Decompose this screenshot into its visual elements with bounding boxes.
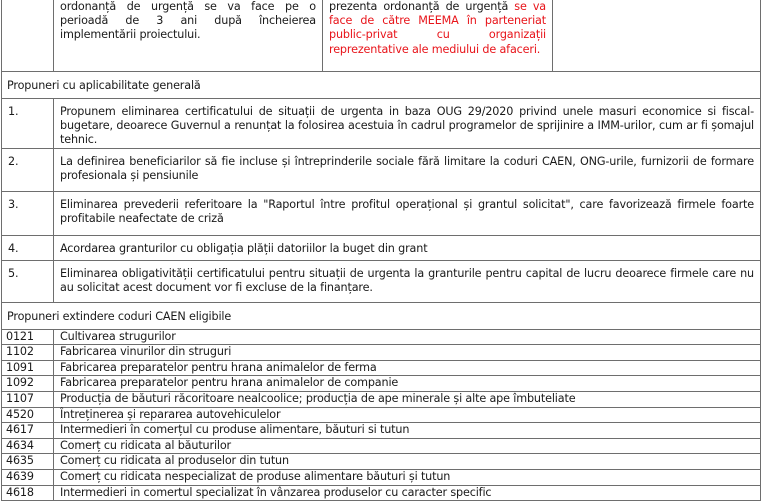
caen-name: Fabricarea preparatelor pentru hrana animalelor de companie <box>54 376 761 392</box>
proposals-table <box>1 0 761 501</box>
caen-row <box>2 345 761 361</box>
table-cell-empty <box>2 0 54 72</box>
caen-name: Comerț cu ridicata al produselor din tutun <box>54 454 761 470</box>
table-cell-text-highlighted <box>323 0 553 72</box>
section-title: Propuneri extindere coduri CAEN eligibile <box>2 302 761 329</box>
caen-code: 0121 <box>2 329 54 345</box>
caen-code: 1107 <box>2 391 54 407</box>
proposal-number: 3. <box>2 191 54 235</box>
proposal-row <box>2 235 761 260</box>
cell-text-normal: prezenta ordonanță de urgență <box>329 0 515 13</box>
caen-code: 1102 <box>2 345 54 361</box>
section-title: Propuneri cu aplicabilitate generală <box>2 72 761 99</box>
proposal-text: Acordarea granturilor cu obligația plății datoriilor la buget din grant <box>54 235 761 260</box>
caen-code: 4520 <box>2 407 54 423</box>
caen-row <box>2 391 761 407</box>
cell-text-red-highlight: se va face de către MEEMA în parteneriat public-privat cu organizații reprezentative ale mediului de afaceri. <box>329 0 546 56</box>
caen-row <box>2 423 761 439</box>
caen-row <box>2 376 761 392</box>
caen-name: Fabricarea preparatelor pentru hrana animalelor de ferma <box>54 360 761 376</box>
proposal-row <box>2 191 761 235</box>
caen-row <box>2 329 761 345</box>
caen-code: 4618 <box>2 485 54 501</box>
table-cell-empty <box>553 0 761 72</box>
caen-row <box>2 438 761 454</box>
caen-name: Intermedieri în comerțul cu produse alimentare, băuturi si tutun <box>54 423 761 439</box>
proposal-number: 1. <box>2 99 54 149</box>
proposal-number: 4. <box>2 235 54 260</box>
caen-name: Producția de băuturi răcoritoare nealcoolice; producția de ape minerale și alte ape îmbuteliate <box>54 391 761 407</box>
caen-code: 4635 <box>2 454 54 470</box>
proposal-row <box>2 148 761 191</box>
caen-code: 4639 <box>2 469 54 485</box>
caen-name: Comerț cu ridicata al băuturilor <box>54 438 761 454</box>
proposal-row <box>2 260 761 302</box>
table-cell-text: ordonanță de urgență se va face pe o perioadă de 3 ani după încheierea implementării proiectului. <box>54 0 323 72</box>
caen-row <box>2 360 761 376</box>
caen-code: 4617 <box>2 423 54 439</box>
document-page <box>1 0 760 501</box>
section-header-caen <box>2 302 761 329</box>
proposal-row <box>2 99 761 149</box>
caen-name: Fabricarea vinurilor din struguri <box>54 345 761 361</box>
caen-code: 1091 <box>2 360 54 376</box>
proposal-text: Eliminarea obligativității certificatului pentru situații de urgenta la granturile pentru capital de lucru deoarece firmele care nu au solicitat acest document vor fi excluse de la finanțare. <box>54 260 761 302</box>
caen-row <box>2 485 761 501</box>
caen-row <box>2 454 761 470</box>
caen-code: 1092 <box>2 376 54 392</box>
caen-name: Intermedieri in comertul specializat în vânzarea produselor cu caracter specific <box>54 485 761 501</box>
section-header-general <box>2 72 761 99</box>
caen-row <box>2 469 761 485</box>
caen-name: Întreținerea și repararea autovehiculelor <box>54 407 761 423</box>
proposal-text: Eliminarea prevederii referitoare la "Raportul între profitul operațional și grantul solicitat", care favorizează firmele foarte profitabile neafectate de criză <box>54 191 761 235</box>
proposal-number: 2. <box>2 148 54 191</box>
proposal-text: La definirea beneficiarilor să fie incluse și întreprinderile sociale fără limitare la coduri CAEN, ONG-urile, furnizorii de formare profesionala și pensiunile <box>54 148 761 191</box>
caen-row <box>2 407 761 423</box>
caen-name: Cultivarea strugurilor <box>54 329 761 345</box>
caen-code: 4634 <box>2 438 54 454</box>
proposal-number: 5. <box>2 260 54 302</box>
proposal-text: Propunem eliminarea certificatului de situații de urgenta in baza OUG 29/2020 privind unele masuri economice si fiscal-bugetare, deoarece Guvernul a renunțat la folosirea acestuia în cadrul programelor de sprijinire a IMM-urilor, cum ar fi șomajul tehnic. <box>54 99 761 149</box>
table-row-continuation <box>2 0 761 72</box>
caen-name: Comerț cu ridicata nespecializat de produse alimentare băuturi și tutun <box>54 469 761 485</box>
